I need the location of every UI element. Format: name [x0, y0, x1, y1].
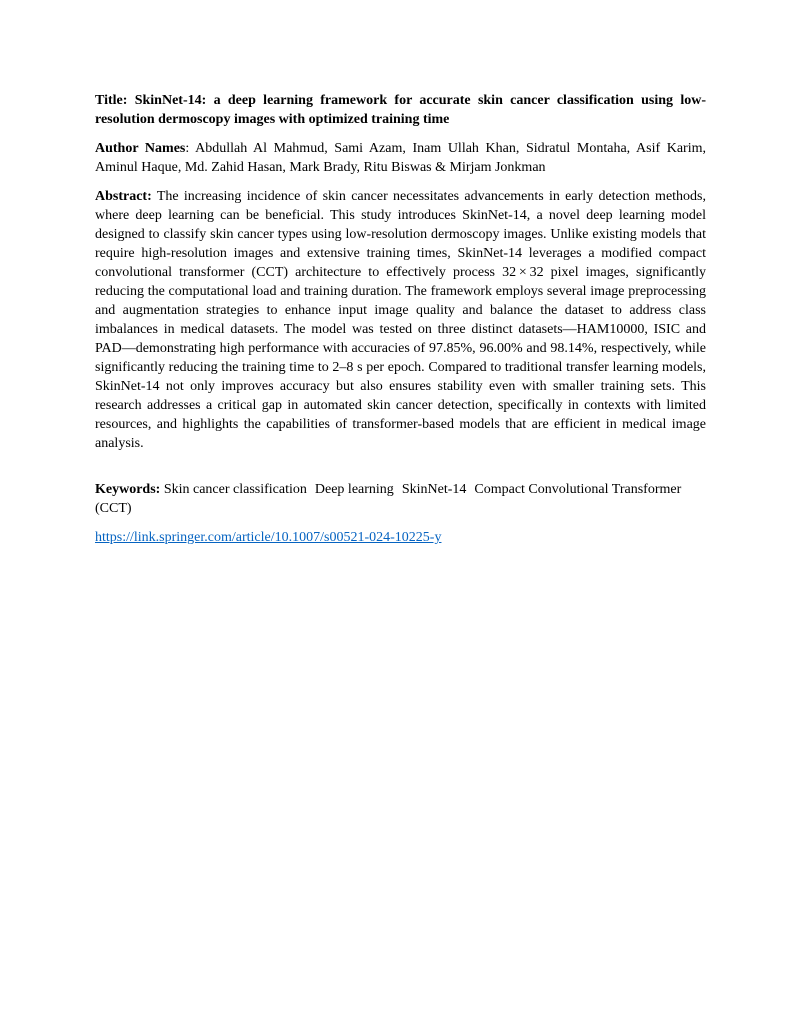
- keyword-item: SkinNet-14: [401, 482, 467, 497]
- keywords: [95, 480, 706, 518]
- keyword-item: Compact Convolutional Transformer (CCT): [95, 482, 682, 516]
- keywords-label: Keywords:: [95, 482, 161, 497]
- keyword-item: Deep learning: [314, 482, 394, 497]
- authors-label: Author Names: [95, 141, 186, 156]
- title-label: Title:: [95, 93, 128, 108]
- title-text: SkinNet-14: a deep learning framework for accurate skin cancer classification using low-resolution dermoscopy images with optimized training time: [95, 93, 707, 127]
- abstract: [95, 187, 706, 453]
- author-names: [95, 139, 706, 177]
- paper-title: [95, 91, 706, 129]
- abstract-label: Abstract:: [95, 189, 152, 204]
- document-page: [95, 91, 706, 547]
- article-link[interactable]: https://link.springer.com/article/10.1007/s00521-024-10225-y: [95, 530, 442, 545]
- abstract-text: The increasing incidence of skin cancer necessitates advancements in early detection methods, where deep learning can be beneficial. This study introduces SkinNet-14, a novel deep learning model designed to classify skin cancer types using low-resolution dermoscopy images. Unlike existing models that require high-resolution images and extensive training times, SkinNet-14 leverages a modified compact convolutional transformer (CCT) architecture to effectively process 32 × 32 pixel images, significantly reducing the computational load and training duration. The framework employs several image preprocessing and augmentation strategies to enhance input image quality and balance the dataset to address class imbalances in medical datasets. The model was tested on three distinct datasets—HAM10000, ISIC and PAD—demonstrating high performance with accuracies of 97.85%, 96.00% and 98.14%, respectively, while significantly reducing the training time to 2–8 s per epoch. Compared to traditional transfer learning models, SkinNet-14 not only improves accuracy but also ensures stability even with smaller training sets. This research addresses a critical gap in automated skin cancer detection, specifically in contexts with limited resources, and highlights the capabilities of transformer-based models that are efficient in medical image analysis.: [95, 189, 706, 451]
- authors-text: : Abdullah Al Mahmud, Sami Azam, Inam Ullah Khan, Sidratul Montaha, Asif Karim, Aminul Haque, Md. Zahid Hasan, Mark Brady, Ritu Biswas & Mirjam Jonkman: [95, 141, 706, 175]
- keyword-item: Skin cancer classification: [163, 482, 307, 497]
